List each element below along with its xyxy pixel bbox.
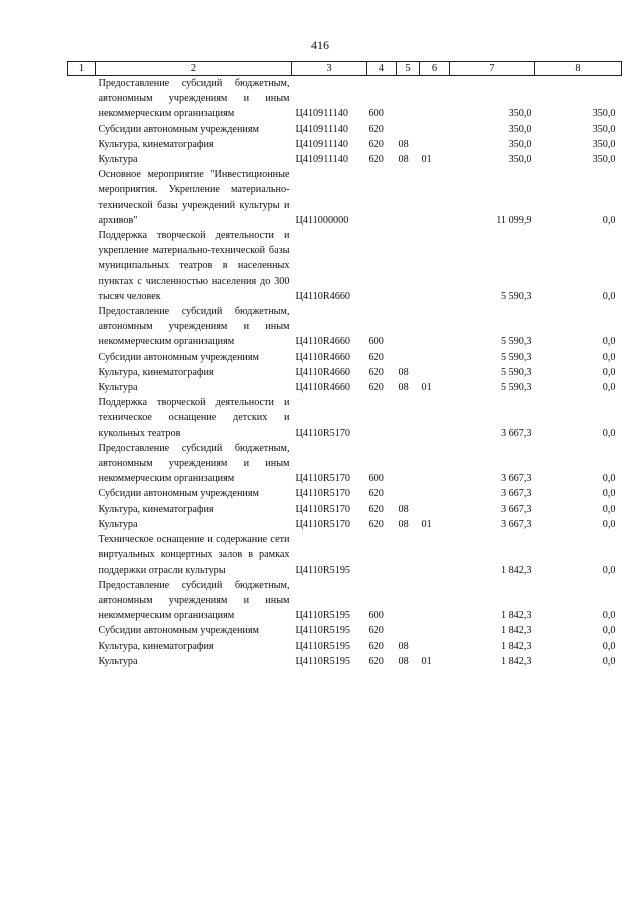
row-section-cell — [397, 122, 420, 137]
table-row — [68, 395, 622, 441]
row-subsection-cell — [420, 122, 450, 137]
row-subsection-cell: 01 — [421, 655, 432, 667]
budget-table — [67, 61, 622, 669]
row-amount-next-cell: 0,0 — [602, 488, 616, 500]
row-code-cell: Ц410911140 — [295, 154, 348, 166]
table-row — [68, 167, 622, 228]
row-amount-cell: 3 667,3 — [500, 473, 532, 485]
table-row — [68, 304, 622, 350]
row-index-cell — [68, 578, 96, 624]
row-section-cell — [397, 486, 420, 501]
table-header-row — [68, 62, 622, 76]
row-section-cell: 08 — [398, 655, 409, 667]
row-amount-cell: 1 842,3 — [500, 610, 532, 622]
row-subsection-cell — [420, 532, 450, 578]
row-amount-next-cell: 0,0 — [602, 640, 616, 652]
row-index-cell — [68, 122, 96, 137]
row-amount-cell: 11 099,9 — [496, 214, 532, 226]
column-header: 7 — [450, 62, 535, 76]
row-code-cell: Ц411000000 — [295, 214, 349, 226]
row-amount-next-cell: 350,0 — [592, 108, 616, 120]
row-name-cell: Культура — [98, 655, 138, 667]
row-code-cell: Ц4110R4660 — [295, 351, 351, 363]
row-amount-next-cell: 0,0 — [602, 214, 616, 226]
row-amount-next-cell: 0,0 — [602, 336, 616, 348]
row-name-cell: Основное мероприятие "Инвестиционные мероприятия. Укрепление материально-технической базы учреждений культуры и архивов" — [98, 169, 290, 226]
row-expense-type-cell: 620 — [368, 382, 384, 394]
row-expense-type-cell: 620 — [368, 518, 384, 530]
table-row — [68, 517, 622, 532]
row-code-cell: Ц410911140 — [295, 138, 348, 150]
row-index-cell — [68, 532, 96, 578]
row-section-cell — [397, 304, 420, 350]
row-name-cell: Субсидии автономным учреждениям — [98, 488, 259, 500]
row-index-cell — [68, 380, 96, 395]
row-name-cell: Поддержка творческой деятельности и укрепление материально-технической базы муниципальных театров в населенных пунктах с численностью населения до 300 тысяч человек — [98, 230, 290, 302]
row-expense-type-cell — [367, 228, 397, 304]
row-name-cell: Предоставление субсидий бюджетным, автономным учреждениям и иным некоммерческим организациям — [98, 78, 290, 120]
row-amount-next-cell: 350,0 — [592, 123, 616, 135]
row-name-cell: Техническое оснащение и содержание сети виртуальных концертных залов в рамках поддержки отрасли культуры — [98, 534, 290, 576]
row-code-cell: Ц4110R4660 — [295, 336, 351, 348]
row-subsection-cell — [420, 502, 450, 517]
row-name-cell: Культура, кинематография — [98, 503, 214, 515]
row-subsection-cell — [420, 639, 450, 654]
row-name-cell: Культура — [98, 154, 138, 166]
row-subsection-cell — [420, 486, 450, 501]
row-amount-cell: 5 590,3 — [500, 366, 532, 378]
row-index-cell — [68, 152, 96, 167]
row-index-cell — [68, 639, 96, 654]
row-amount-next-cell: 0,0 — [602, 655, 616, 667]
row-amount-next-cell: 0,0 — [602, 366, 616, 378]
row-amount-cell: 3 667,3 — [500, 503, 532, 515]
row-expense-type-cell: 620 — [368, 154, 384, 166]
row-code-cell: Ц4110R4660 — [295, 382, 351, 394]
row-code-cell: Ц4110R5170 — [295, 473, 351, 485]
row-subsection-cell: 01 — [421, 518, 432, 530]
row-amount-next-cell: 0,0 — [602, 427, 616, 439]
row-code-cell: Ц410911140 — [295, 123, 348, 135]
row-index-cell — [68, 137, 96, 152]
row-expense-type-cell: 620 — [368, 138, 384, 150]
row-subsection-cell: 01 — [421, 382, 432, 394]
row-subsection-cell — [420, 365, 450, 380]
row-code-cell: Ц4110R5195 — [295, 655, 351, 667]
row-section-cell — [397, 623, 420, 638]
table-row — [68, 152, 622, 167]
column-header: 3 — [292, 62, 367, 76]
row-index-cell — [68, 654, 96, 669]
row-subsection-cell — [420, 137, 450, 152]
row-amount-cell: 1 842,3 — [500, 625, 532, 637]
row-code-cell: Ц4110R4660 — [295, 366, 351, 378]
row-subsection-cell — [420, 623, 450, 638]
row-index-cell — [68, 623, 96, 638]
row-name-cell: Культура, кинематография — [98, 138, 214, 150]
row-subsection-cell — [420, 350, 450, 365]
row-section-cell: 08 — [398, 503, 409, 515]
row-code-cell: Ц4110R5170 — [295, 503, 351, 515]
row-name-cell: Предоставление субсидий бюджетным, автономным учреждениям и иным некоммерческим организациям — [98, 306, 290, 348]
row-amount-cell: 3 667,3 — [500, 518, 532, 530]
table-body — [68, 76, 622, 669]
row-subsection-cell — [420, 167, 450, 228]
row-section-cell: 08 — [398, 518, 409, 530]
table-row — [68, 578, 622, 624]
row-code-cell: Ц4110R5170 — [295, 427, 351, 439]
row-expense-type-cell: 620 — [368, 123, 384, 135]
row-name-cell: Субсидии автономным учреждениям — [98, 123, 259, 135]
row-index-cell — [68, 350, 96, 365]
row-index-cell — [68, 517, 96, 532]
table-row — [68, 122, 622, 137]
table-row — [68, 137, 622, 152]
row-amount-cell: 350,0 — [508, 138, 532, 150]
row-section-cell: 08 — [398, 138, 409, 150]
column-header: 1 — [68, 62, 96, 76]
row-name-cell: Культура, кинематография — [98, 366, 214, 378]
table-row — [68, 623, 622, 638]
row-code-cell: Ц4110R4660 — [295, 290, 351, 302]
row-name-cell: Культура — [98, 382, 138, 394]
row-amount-next-cell: 0,0 — [602, 625, 616, 637]
row-name-cell: Субсидии автономным учреждениям — [98, 351, 259, 363]
row-amount-next-cell: 0,0 — [602, 518, 616, 530]
row-expense-type-cell: 620 — [368, 625, 384, 637]
row-expense-type-cell: 620 — [368, 655, 384, 667]
column-header: 5 — [397, 62, 420, 76]
row-amount-cell: 5 590,3 — [500, 351, 532, 363]
row-amount-cell: 5 590,3 — [500, 290, 532, 302]
row-section-cell — [397, 578, 420, 624]
row-expense-type-cell: 600 — [368, 610, 384, 622]
row-code-cell: Ц4110R5170 — [295, 518, 351, 530]
row-section-cell — [397, 395, 420, 441]
row-amount-next-cell: 0,0 — [602, 610, 616, 622]
column-header: 4 — [367, 62, 397, 76]
table-row — [68, 228, 622, 304]
row-code-cell: Ц4110R5195 — [295, 564, 351, 576]
row-expense-type-cell — [367, 395, 397, 441]
row-index-cell — [68, 228, 96, 304]
row-name-cell: Культура — [98, 518, 138, 530]
row-amount-next-cell: 0,0 — [602, 473, 616, 485]
row-index-cell — [68, 502, 96, 517]
row-subsection-cell — [420, 76, 450, 122]
row-code-cell: Ц4110R5170 — [295, 488, 351, 500]
row-expense-type-cell: 620 — [368, 488, 384, 500]
row-index-cell — [68, 167, 96, 228]
row-amount-next-cell: 0,0 — [602, 351, 616, 363]
column-header: 8 — [535, 62, 622, 76]
row-code-cell: Ц4110R5195 — [295, 625, 351, 637]
row-amount-cell: 350,0 — [508, 123, 532, 135]
column-header: 2 — [96, 62, 292, 76]
row-code-cell: Ц4110R5195 — [295, 610, 351, 622]
row-index-cell — [68, 441, 96, 487]
row-name-cell: Культура, кинематография — [98, 640, 214, 652]
row-amount-cell: 350,0 — [508, 154, 532, 166]
row-subsection-cell — [420, 228, 450, 304]
row-section-cell — [397, 350, 420, 365]
row-section-cell: 08 — [398, 366, 409, 378]
table-row — [68, 380, 622, 395]
row-amount-cell: 1 842,3 — [500, 655, 532, 667]
row-section-cell — [397, 76, 420, 122]
table-row — [68, 532, 622, 578]
table-row — [68, 350, 622, 365]
row-expense-type-cell: 600 — [368, 473, 384, 485]
table-row — [68, 502, 622, 517]
table-row — [68, 639, 622, 654]
row-amount-cell: 3 667,3 — [500, 488, 532, 500]
row-subsection-cell: 01 — [421, 154, 432, 166]
row-section-cell: 08 — [398, 154, 409, 166]
row-expense-type-cell: 620 — [368, 351, 384, 363]
row-subsection-cell — [420, 395, 450, 441]
row-code-cell: Ц4110R5195 — [295, 640, 351, 652]
row-expense-type-cell — [367, 532, 397, 578]
row-name-cell: Предоставление субсидий бюджетным, автономным учреждениям и иным некоммерческим организациям — [98, 442, 290, 485]
row-code-cell: Ц410911140 — [295, 108, 348, 120]
table-row — [68, 365, 622, 380]
table-row — [68, 76, 622, 122]
row-amount-next-cell: 0,0 — [602, 503, 616, 515]
row-section-cell — [397, 532, 420, 578]
row-expense-type-cell — [367, 167, 397, 228]
row-expense-type-cell: 620 — [368, 366, 384, 378]
row-amount-cell: 350,0 — [508, 108, 532, 120]
row-amount-next-cell: 0,0 — [602, 290, 616, 302]
row-name-cell: Поддержка творческой деятельности и техническое оснащение детских и кукольных театров — [98, 397, 290, 439]
row-amount-next-cell: 0,0 — [602, 564, 616, 576]
row-subsection-cell — [420, 304, 450, 350]
table-row — [68, 486, 622, 501]
page-number: 416 — [311, 38, 329, 52]
table-row — [68, 654, 622, 669]
row-amount-next-cell: 350,0 — [592, 154, 616, 166]
row-expense-type-cell: 620 — [368, 640, 384, 652]
column-header: 6 — [420, 62, 450, 76]
row-index-cell — [68, 486, 96, 501]
row-index-cell — [68, 365, 96, 380]
row-section-cell: 08 — [398, 382, 409, 394]
row-expense-type-cell: 600 — [368, 336, 384, 348]
row-section-cell — [397, 441, 420, 487]
row-amount-cell: 1 842,3 — [500, 564, 532, 576]
row-subsection-cell — [420, 441, 450, 487]
row-index-cell — [68, 304, 96, 350]
row-amount-cell: 5 590,3 — [500, 382, 532, 394]
row-index-cell — [68, 76, 96, 122]
row-section-cell: 08 — [398, 640, 409, 652]
row-expense-type-cell: 620 — [368, 503, 384, 515]
row-expense-type-cell: 600 — [368, 108, 384, 120]
table-row — [68, 441, 622, 487]
row-amount-cell: 5 590,3 — [500, 336, 532, 348]
row-section-cell — [397, 167, 420, 228]
row-section-cell — [397, 228, 420, 304]
row-index-cell — [68, 395, 96, 441]
row-amount-next-cell: 350,0 — [592, 138, 616, 150]
row-amount-next-cell: 0,0 — [602, 382, 616, 394]
row-amount-cell: 1 842,3 — [500, 640, 532, 652]
row-subsection-cell — [420, 578, 450, 624]
row-name-cell: Субсидии автономным учреждениям — [98, 625, 259, 637]
row-amount-cell: 3 667,3 — [500, 427, 532, 439]
row-name-cell: Предоставление субсидий бюджетным, автономным учреждениям и иным некоммерческим организациям — [98, 579, 290, 622]
